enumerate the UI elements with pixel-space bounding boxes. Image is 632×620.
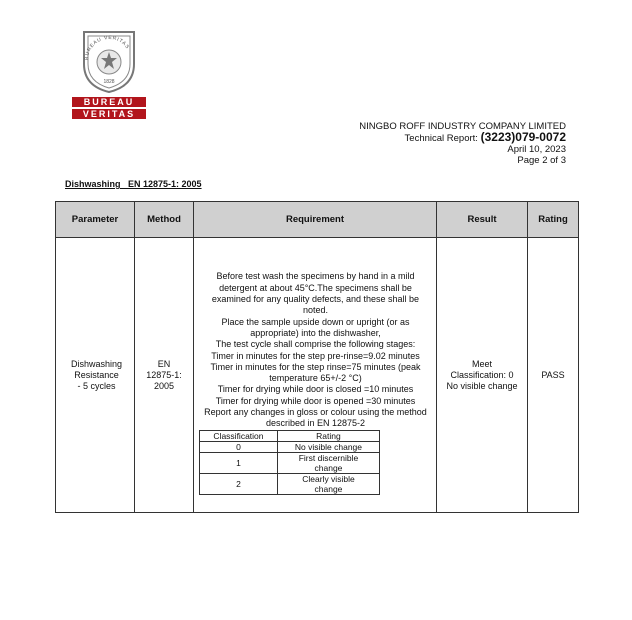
column-header-result: Result <box>437 202 528 238</box>
company-name: NINGBO ROFF INDUSTRY COMPANY LIMITED <box>359 121 566 132</box>
report-date: April 10, 2023 <box>507 144 566 155</box>
report-label: Technical Report: <box>404 133 478 144</box>
logo-band-veritas: VERITAS <box>72 109 146 119</box>
page-number: Page 2 of 3 <box>517 155 566 166</box>
report-line <box>359 132 566 144</box>
rating-scale-table <box>199 430 380 495</box>
section-title: Dishwashing EN 12875-1: 2005 <box>65 179 202 189</box>
column-header-method: Method <box>135 202 194 238</box>
method-cell: EN 12875-1: 2005 <box>135 238 194 513</box>
column-header-parameter: Parameter <box>56 202 135 238</box>
seal-year: 1828 <box>103 79 115 85</box>
rating-scale-header <box>200 430 380 441</box>
column-header-rating: Rating <box>528 202 579 238</box>
rating-scale-classification: 1 <box>200 452 278 473</box>
bureau-veritas-seal-icon <box>80 28 138 94</box>
rating-scale-classification: 2 <box>200 473 278 494</box>
requirement-cell <box>194 238 437 513</box>
report-header <box>359 121 566 166</box>
rating-scale-header-classification: Classification <box>200 430 278 441</box>
requirement-text: Before test wash the specimens by hand in a mild detergent at about 45°C.The specimens shall be examined for any quality defects, and these shall be noted. Place the sample upside down or upright (or as appropriate) into the dishwasher, The test cycle shall comprise the following stages: Timer in minutes for the step pre-rinse=9.02 minutes Timer in minutes for the step rinse=75 minutes (peak temperature 65+/-2 °C) Timer for drying while door is closed =10 minutes Timer for drying while door is opened =30 minutes Report any changes in gloss or colour using the method described in EN 12875-2 <box>204 271 427 429</box>
rating-scale-classification: 0 <box>200 441 278 452</box>
table-row <box>56 238 579 513</box>
logo-band-bureau: BUREAU <box>72 97 146 107</box>
rating-scale-row <box>200 473 380 494</box>
column-header-requirement: Requirement <box>194 202 437 238</box>
rating-scale-rating: No visible change <box>277 441 379 452</box>
rating-scale-rating: First discernible change <box>277 452 379 473</box>
seal-text: BUREAU VERITAS <box>83 34 131 61</box>
rating-scale-rating: Clearly visible change <box>277 473 379 494</box>
parameter-cell: Dishwashing Resistance - 5 cycles <box>56 238 135 513</box>
test-results-table <box>55 201 579 513</box>
report-number: (3223)079-0072 <box>480 130 566 144</box>
rating-cell: PASS <box>528 238 579 513</box>
rating-scale-header-rating: Rating <box>277 430 379 441</box>
table-header-row <box>56 202 579 238</box>
result-cell: Meet Classification: 0 No visible change <box>437 238 528 513</box>
rating-scale-row <box>200 452 380 473</box>
rating-scale-row <box>200 441 380 452</box>
